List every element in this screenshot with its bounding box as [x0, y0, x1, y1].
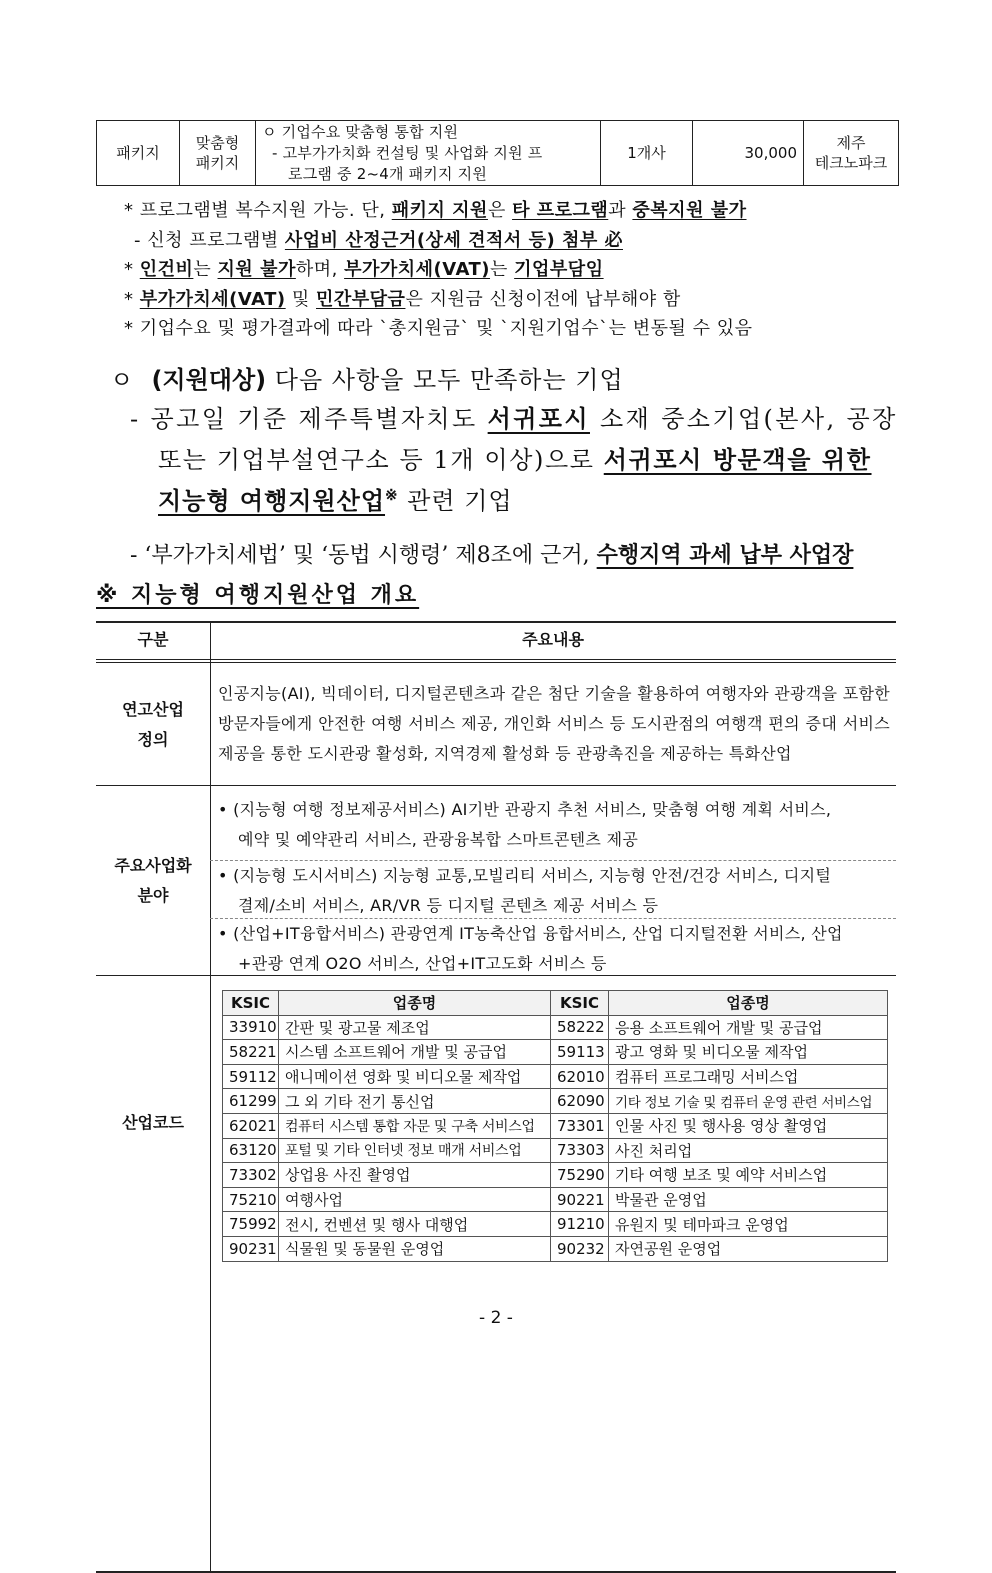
definition-text: 인공지능(AI), 빅데이터, 디지털콘텐츠과 같은 첨단 기술을 활용하여 여행자와 관광객을 포함한 방문자들에게 안전한 여행 서비스 제공, 개인화 서비스 등 도시관점의 여행객 편의 증대 서비스 제공을 통한 도시관광 활성화, 지역경제 활성화 등 관광촉진을 제공하는 특화산업 [218, 684, 890, 763]
ksic-cell: 63120 [223, 1138, 279, 1163]
header-category: 구분 [137, 630, 169, 649]
eligibility-line-4: - ‘부가가치세법’ 및 ‘동법 시행령’ 제8조에 근거, 수행지역 과세 납부 사업장 [130, 542, 854, 568]
ksic-row [223, 1040, 888, 1065]
business-item: • (지능형 도시서비스) 지능형 교통,모빌리티 서비스, 지능형 안전/건강 서비스, 디지털 결제/소비 서비스, AR/VR 등 디지털 콘텐츠 제공 서비스 등 [218, 866, 832, 915]
package-table [96, 120, 899, 186]
ksic-cell: 90221 [551, 1187, 609, 1212]
ksic-header: 업종명 [609, 991, 888, 1016]
ksic-header: KSIC [223, 991, 279, 1016]
ksic-cell: 사진 처리업 [609, 1138, 888, 1163]
ksic-cell: 58222 [551, 1015, 609, 1040]
ksic-cell: 75992 [223, 1212, 279, 1237]
ksic-cell: 박물관 운영업 [609, 1187, 888, 1212]
ksic-cell: 75290 [551, 1163, 609, 1188]
ksic-cell: 응용 소프트웨어 개발 및 공급업 [609, 1015, 888, 1040]
business-field-label: 주요사업화 분야 [114, 856, 192, 905]
note-budget-basis: - 신청 프로그램별 사업비 산정근거(상세 견적서 등) 첨부 必 [134, 230, 623, 251]
ksic-cell: 기타 여행 보조 및 예약 서비스업 [609, 1163, 888, 1188]
eligibility-heading: ㅇ (지원대상) 다음 사항을 모두 만족하는 기업 [110, 366, 624, 394]
ksic-cell: 컴퓨터 시스템 통합 자문 및 구축 서비스업 [279, 1113, 551, 1138]
ksic-cell: 간판 및 광고물 제조업 [279, 1015, 551, 1040]
package-organization: 제주 테크노파크 [804, 121, 899, 186]
industry-code-label: 산업코드 [122, 1113, 184, 1132]
note-vat-payment: * 부가가치세(VAT) 및 민간부담금은 지원금 신청이전에 납부해야 함 [124, 289, 681, 310]
ksic-cell: 기타 정보 기술 및 컴퓨터 운영 관련 서비스업 [609, 1089, 888, 1114]
ksic-cell: 33910 [223, 1015, 279, 1040]
header-main-content: 주요내용 [522, 630, 584, 649]
ksic-cell: 90231 [223, 1236, 279, 1261]
note-labor-cost: * 인건비는 지원 불가하며, 부가가치세(VAT)는 기업부담임 [124, 259, 604, 280]
ksic-cell: 광고 영화 및 비디오물 제작업 [609, 1040, 888, 1065]
ksic-cell: 62090 [551, 1089, 609, 1114]
ksic-row [223, 1113, 888, 1138]
ksic-header-row [223, 991, 888, 1016]
ksic-row [223, 1163, 888, 1188]
ksic-cell: 전시, 컨벤션 및 행사 대행업 [279, 1212, 551, 1237]
ksic-row [223, 1187, 888, 1212]
package-type: 맞춤형 패키지 [180, 121, 256, 186]
page-number: - 2 - [479, 1308, 513, 1328]
ksic-row [223, 1236, 888, 1261]
ksic-table [222, 990, 888, 1262]
package-description: ㅇ 기업수요 맞춤형 통합 지원 - 고부가가치화 컨설팅 및 사업화 지원 프 로그램 중 2~4개 패키지 지원 [256, 121, 601, 186]
ksic-row [223, 1138, 888, 1163]
ksic-cell: 62021 [223, 1113, 279, 1138]
ksic-cell: 포털 및 기타 인터넷 정보 매개 서비스업 [279, 1138, 551, 1163]
business-item: • (지능형 여행 정보제공서비스) AI기반 관광지 추천 서비스, 맞춤형 여행 계획 서비스, 예약 및 예약관리 서비스, 관광융복합 스마트콘텐츠 제공 [218, 800, 832, 849]
note-variable-amount: * 기업수요 및 평가결과에 따라 `총지원금` 및 `지원기업수`는 변동될 수 있음 [124, 318, 753, 339]
ksic-row [223, 1212, 888, 1237]
ksic-cell: 91210 [551, 1212, 609, 1237]
ksic-cell: 61299 [223, 1089, 279, 1114]
ksic-cell: 식물원 및 동물원 운영업 [279, 1236, 551, 1261]
ksic-cell: 62010 [551, 1064, 609, 1089]
ksic-header: 업종명 [279, 991, 551, 1016]
package-count: 1개사 [601, 121, 693, 186]
package-row [97, 121, 899, 186]
note-duplicate-support: * 프로그램별 복수지원 가능. 단, 패키지 지원은 타 프로그램과 중복지원 불가 [124, 200, 747, 221]
ksic-cell: 유원지 및 테마파크 운영업 [609, 1212, 888, 1237]
ksic-cell: 애니메이션 영화 및 비디오물 제작업 [279, 1064, 551, 1089]
ksic-cell: 시스템 소프트웨어 개발 및 공급업 [279, 1040, 551, 1065]
ksic-row [223, 1089, 888, 1114]
business-item: • (산업+IT융합서비스) 관광연계 IT농축산업 융합서비스, 산업 디지털전환 서비스, 산업 +관광 연계 O2O 서비스, 산업+IT고도화 서비스 등 [218, 924, 843, 973]
definition-label: 연고산업 정의 [122, 700, 184, 749]
eligibility-line-2: 또는 기업부설연구소 등 1개 이상)으로 서귀포시 방문객을 위한 [158, 445, 872, 474]
eligibility-line-3: 지능형 여행지원산업※ 관련 기업 [158, 486, 513, 515]
eligibility-line-1: - 공고일 기준 제주특별자치도 서귀포시 소재 중소기업(본사, 공장 [130, 404, 898, 433]
ksic-cell: 인물 사진 및 행사용 영상 촬영업 [609, 1113, 888, 1138]
ksic-header: KSIC [551, 991, 609, 1016]
ksic-cell: 73303 [551, 1138, 609, 1163]
ksic-cell: 73301 [551, 1113, 609, 1138]
ksic-cell: 자연공원 운영업 [609, 1236, 888, 1261]
ksic-cell: 59113 [551, 1040, 609, 1065]
ksic-cell: 컴퓨터 프로그래밍 서비스업 [609, 1064, 888, 1089]
ksic-cell: 59112 [223, 1064, 279, 1089]
ksic-row [223, 1015, 888, 1040]
ksic-cell: 상업용 사진 촬영업 [279, 1163, 551, 1188]
overview-title: ※ 지능형 여행지원산업 개요 [96, 583, 420, 608]
ksic-cell: 그 외 기타 전기 통신업 [279, 1089, 551, 1114]
ksic-cell: 75210 [223, 1187, 279, 1212]
package-category: 패키지 [97, 121, 180, 186]
ksic-cell: 여행사업 [279, 1187, 551, 1212]
ksic-cell: 90232 [551, 1236, 609, 1261]
ksic-cell: 58221 [223, 1040, 279, 1065]
package-amount: 30,000 [693, 121, 804, 186]
ksic-cell: 73302 [223, 1163, 279, 1188]
ksic-row [223, 1064, 888, 1089]
